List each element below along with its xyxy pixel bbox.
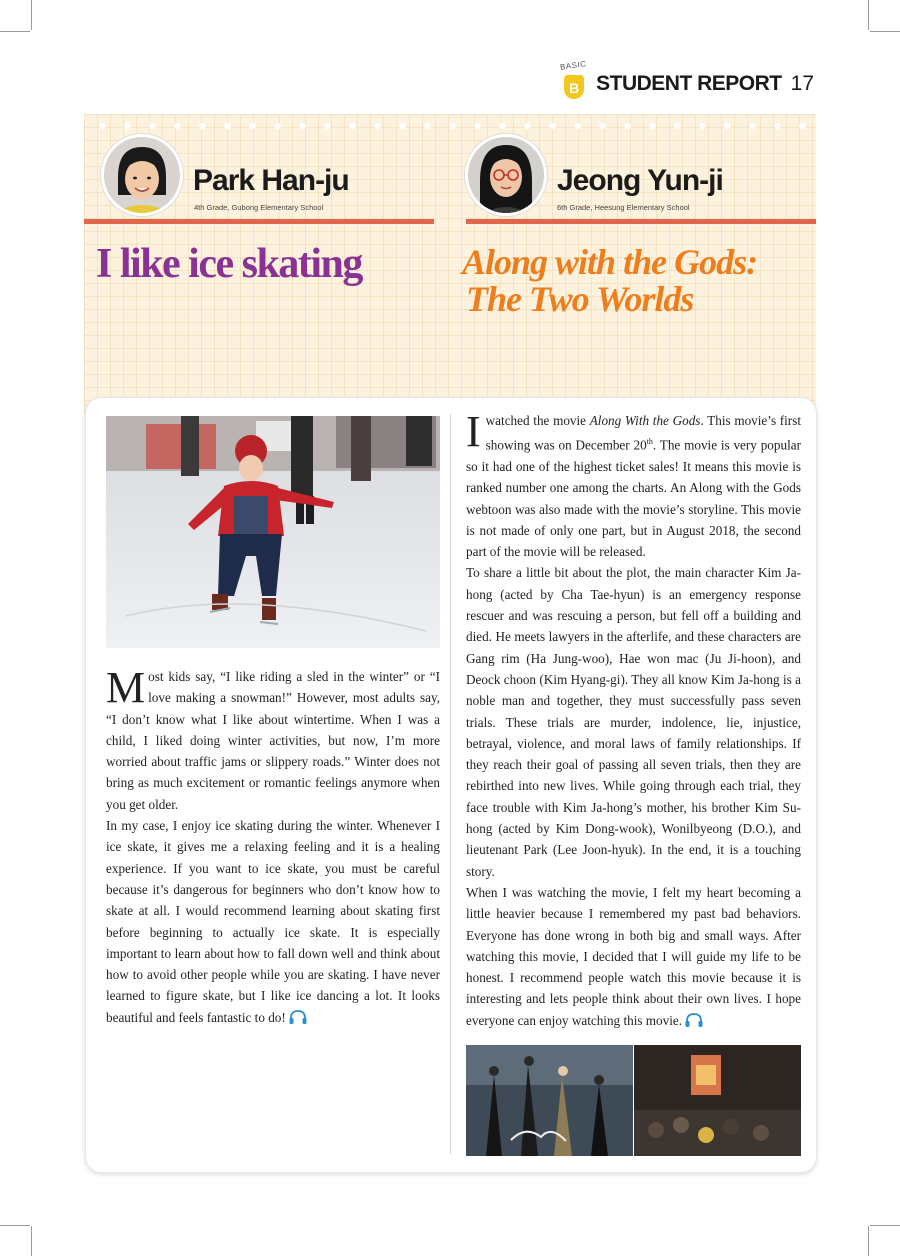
title-rule-left [84, 219, 434, 224]
paragraph-3-text: When I was watching the movie, I felt my heart becoming a little heavier because I remembered my past bad behaviors. Everyone has done wrong in both big and small ways. After watching this movie, I decided that I will guide my life to be honest. I recommend people watch this movie because it is interesting and lets people think about their own lives. I hope everyone can enjoy watching this movie. [466, 884, 801, 1028]
p1-text-b: . This movie’s first showing was on December 20 [485, 413, 801, 453]
drop-cap-i: I [466, 407, 481, 456]
author-name-right: Jeong Yun-ji [557, 164, 723, 197]
paragraph-1 [466, 407, 801, 562]
crop-mark [870, 31, 900, 32]
article-title-left: I like ice skating [96, 241, 362, 287]
crop-mark [868, 0, 869, 30]
avatar-jeong-yun-ji [465, 134, 547, 216]
paragraph-1-text: ost kids say, “I like riding a sled in the winter” or “I love making a snowman!” However, most adults say, “I don’t know what I like about wintertime. When I was a child, I liked doing winter activities, but now, I’m more worried about traffic jams or slippery roads.” Winter does not bring as much excitement or romantic feelings anymore when you get older. [106, 669, 440, 812]
badge-letter: B [564, 75, 584, 99]
p1-text-a: watched the movie [485, 413, 590, 428]
crop-mark [0, 1225, 30, 1226]
author-school-right: 6th Grade, Heesung Elementary School [557, 203, 690, 212]
ice-skating-photo [106, 416, 440, 648]
movie-stills-photo [466, 1045, 801, 1156]
drop-cap-m: M [106, 663, 146, 712]
p1-text-c: . The movie is very popular so it had one of the highest ticket sales! It means this movie is ranked number one among the charts. An Along with the Gods webtoon was also made with the movie’s storyline. This movie is not made of only one part, but in August 2018, the second part of the movie will be released. [466, 437, 801, 560]
title-line-1: Along with the Gods: [462, 242, 758, 282]
paragraph-1 [106, 663, 440, 815]
paragraph-2: To share a little bit about the plot, the main character Kim Ja-hong (acted by Cha Tae-hyun) is an emergency response rescuer and was rescuing a person, but fell off a building and died. He meets lawyers in the afterlife, and these characters are Gang rim (Ha Jung-woo), Hae won mac (Ju Ji-hoon), and Deock choon (Kim Hyang-gi). They all know Kim Ja-hong is a noble man and together, they must successfully pass seven trials. These trials are murder, indolence, lie, injustice, betrayal, violence, and moral laws of family relationships. If they reach their goal of passing all seven trials, then they are rebirthed into new lives. While going through each trial, they face trouble with Kim Ja-hong’s mother, his brother Kim Su-hong (acted by Kim Dong-wook), Wonilbyeong (D.O.), and lieutenant Park (Lee Joon-hyuk). In the end, it is a touching story. [466, 565, 801, 879]
headphones-icon [289, 1010, 307, 1025]
crop-mark [0, 31, 30, 32]
p1-superscript: th [646, 437, 653, 447]
crop-mark [868, 1226, 869, 1256]
paragraph-2 [106, 815, 440, 1028]
column-divider [450, 414, 451, 1154]
crop-mark [870, 1225, 900, 1226]
title-rule-right [466, 219, 816, 224]
avatar-park-han-ju [101, 134, 183, 216]
section-title: STUDENT REPORT [596, 72, 782, 95]
badge-arc-text: BASIC [559, 59, 588, 72]
author-school-left: 4th Grade, Gubong Elementary School [194, 203, 324, 212]
crop-mark [31, 1226, 32, 1256]
article-body-right [466, 407, 801, 1031]
title-line-2: The Two Worlds [466, 279, 694, 319]
article-body-left [106, 663, 440, 1028]
notebook-holes [84, 122, 816, 130]
page-number: 17 [790, 72, 814, 95]
article-title-right [462, 244, 757, 318]
movie-title-inline: Along With the Gods [589, 413, 701, 428]
headphones-icon [685, 1013, 703, 1028]
paragraph-2-text: In my case, I enjoy ice skating during the winter. Whenever I ice skate, it gives me a relaxing feeling and it is a healing experience. If you want to ice skate, you must be careful because it’s dangerous for beginners who don’t know how to skate at all. I would recommend learning about skating first before beginning to actually ice skate. It is especially important to learn about how to fall down well and think about how to avoid other people while you are skating. I have never learned to figure skate, but I like ice dancing a lot. It looks beautiful and feels fantastic to do! [106, 818, 440, 1025]
crop-mark [31, 0, 32, 30]
paragraph-3 [466, 882, 801, 1031]
basic-badge-icon [559, 59, 588, 103]
author-name-left: Park Han-ju [193, 164, 349, 197]
page-header [559, 59, 814, 104]
